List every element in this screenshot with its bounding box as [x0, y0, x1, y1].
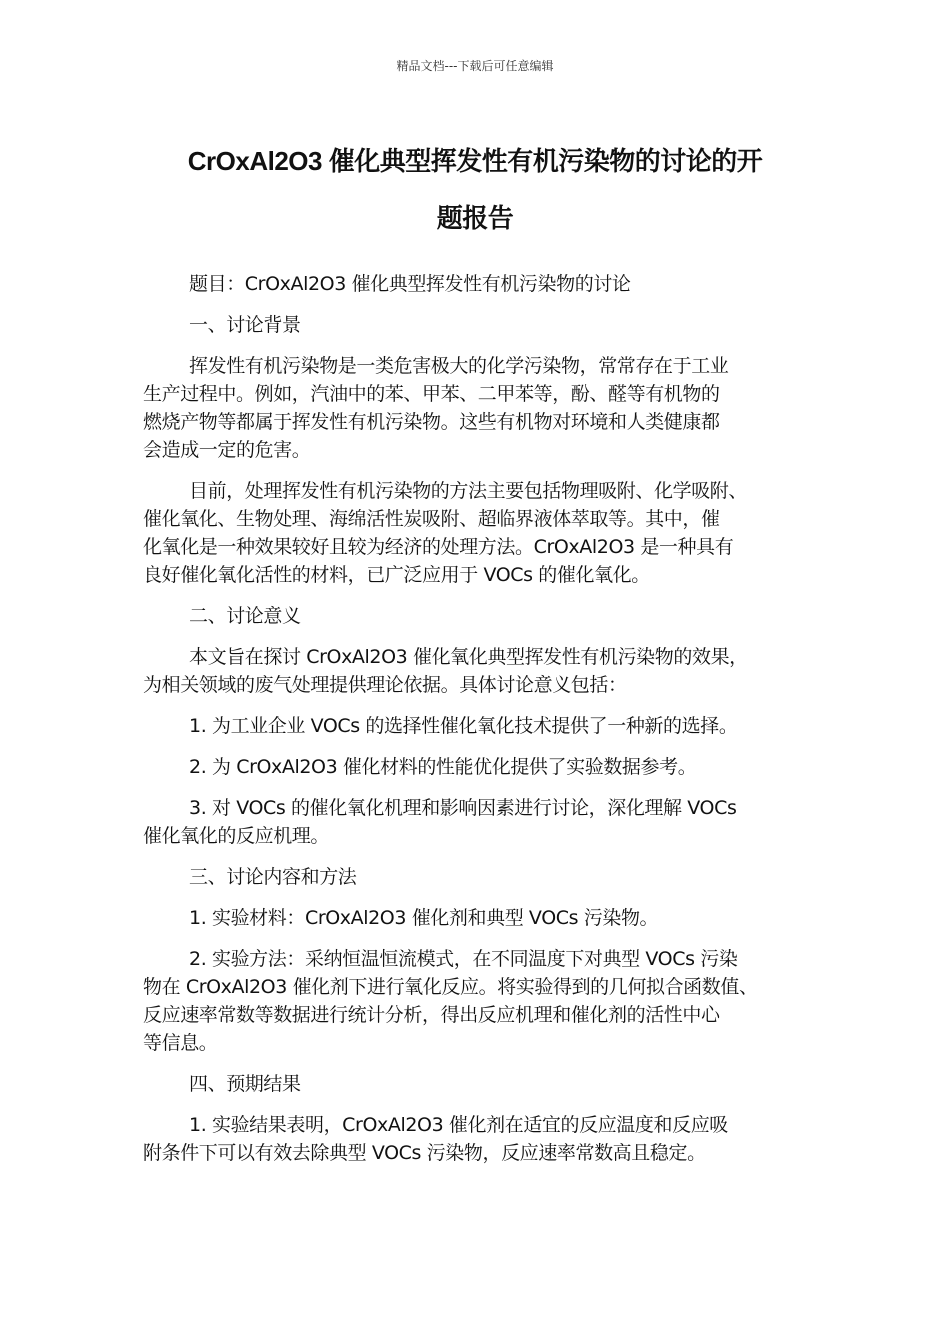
list-item	[143, 904, 808, 932]
list-item	[143, 794, 808, 850]
text-line: 反应速率常数等数据进行统计分析，得出反应机理和催化剂的活性中心	[143, 1004, 720, 1026]
title-line: 题报告	[436, 203, 514, 233]
topic-line	[143, 270, 808, 298]
text-line: 良好催化氧化活性的材料，已广泛应用于 VOCs 的催化氧化。	[143, 564, 650, 586]
paragraph-background-intro	[143, 352, 808, 464]
text-line: 1. 为工业企业 VOCs 的选择性催化氧化技术提供了一种新的选择。	[189, 715, 738, 737]
section-heading-expected-results	[143, 1070, 808, 1098]
list-item	[143, 1111, 808, 1167]
text-line: 2. 实验方法：采纳恒温恒流模式，在不同温度下对典型 VOCs 污染	[189, 948, 738, 970]
text-line: 二、讨论意义	[189, 605, 301, 627]
text-line: 催化氧化、生物处理、海绵活性炭吸附、超临界液体萃取等。其中，催	[143, 508, 720, 530]
list-item	[143, 753, 808, 781]
text-line: 3. 对 VOCs 的催化氧化机理和影响因素进行讨论，深化理解 VOCs	[189, 797, 737, 819]
paragraph-background-methods	[143, 477, 808, 589]
text-line: 一、讨论背景	[189, 314, 301, 336]
document-title	[150, 133, 800, 247]
text-line: 等信息。	[143, 1032, 218, 1054]
text-line: 催化氧化的反应机理。	[143, 825, 330, 847]
section-heading-background	[143, 311, 808, 339]
document-body	[143, 270, 808, 1180]
page-header: 精品文档---下载后可任意编辑	[396, 59, 554, 73]
text-line: 四、预期结果	[189, 1073, 301, 1095]
text-line: 物在 CrOxAl2O3 催化剂下进行氧化反应。将实验得到的几何拟合函数值、	[143, 976, 758, 998]
text-line: 1. 实验材料：CrOxAl2O3 催化剂和典型 VOCs 污染物。	[189, 907, 659, 929]
text-line: 题目：CrOxAl2O3 催化典型挥发性有机污染物的讨论	[189, 273, 631, 295]
section-heading-content-methods	[143, 863, 808, 891]
text-line: 2. 为 CrOxAl2O3 催化材料的性能优化提供了实验数据参考。	[189, 756, 697, 778]
text-line: 三、讨论内容和方法	[189, 866, 357, 888]
text-line: 附条件下可以有效去除典型 VOCs 污染物，反应速率常数高且稳定。	[143, 1142, 706, 1164]
text-line: 为相关领域的废气处理提供理论依据。具体讨论意义包括：	[143, 674, 627, 696]
paragraph-significance-intro	[143, 643, 808, 699]
list-item	[143, 945, 808, 1057]
text-line: 本文旨在探讨 CrOxAl2O3 催化氧化典型挥发性有机污染物的效果，	[189, 646, 748, 668]
text-line: 生产过程中。例如，汽油中的苯、甲苯、二甲苯等，酚、醛等有机物的	[143, 383, 720, 405]
text-line: 1. 实验结果表明，CrOxAl2O3 催化剂在适宜的反应温度和反应吸	[189, 1114, 728, 1136]
text-line: 挥发性有机污染物是一类危害极大的化学污染物，常常存在于工业	[189, 355, 729, 377]
text-line: 目前，处理挥发性有机污染物的方法主要包括物理吸附、化学吸附、	[189, 480, 748, 502]
section-heading-significance	[143, 602, 808, 630]
text-line: 燃烧产物等都属于挥发性有机污染物。这些有机物对环境和人类健康都	[143, 411, 720, 433]
text-line: 会造成一定的危害。	[143, 439, 311, 461]
text-line: 化氧化是一种效果较好且较为经济的处理方法。CrOxAl2O3 是一种具有	[143, 536, 734, 558]
list-item	[143, 712, 808, 740]
title-line: CrOxAl2O3 催化典型挥发性有机污染物的讨论的开	[187, 146, 763, 176]
